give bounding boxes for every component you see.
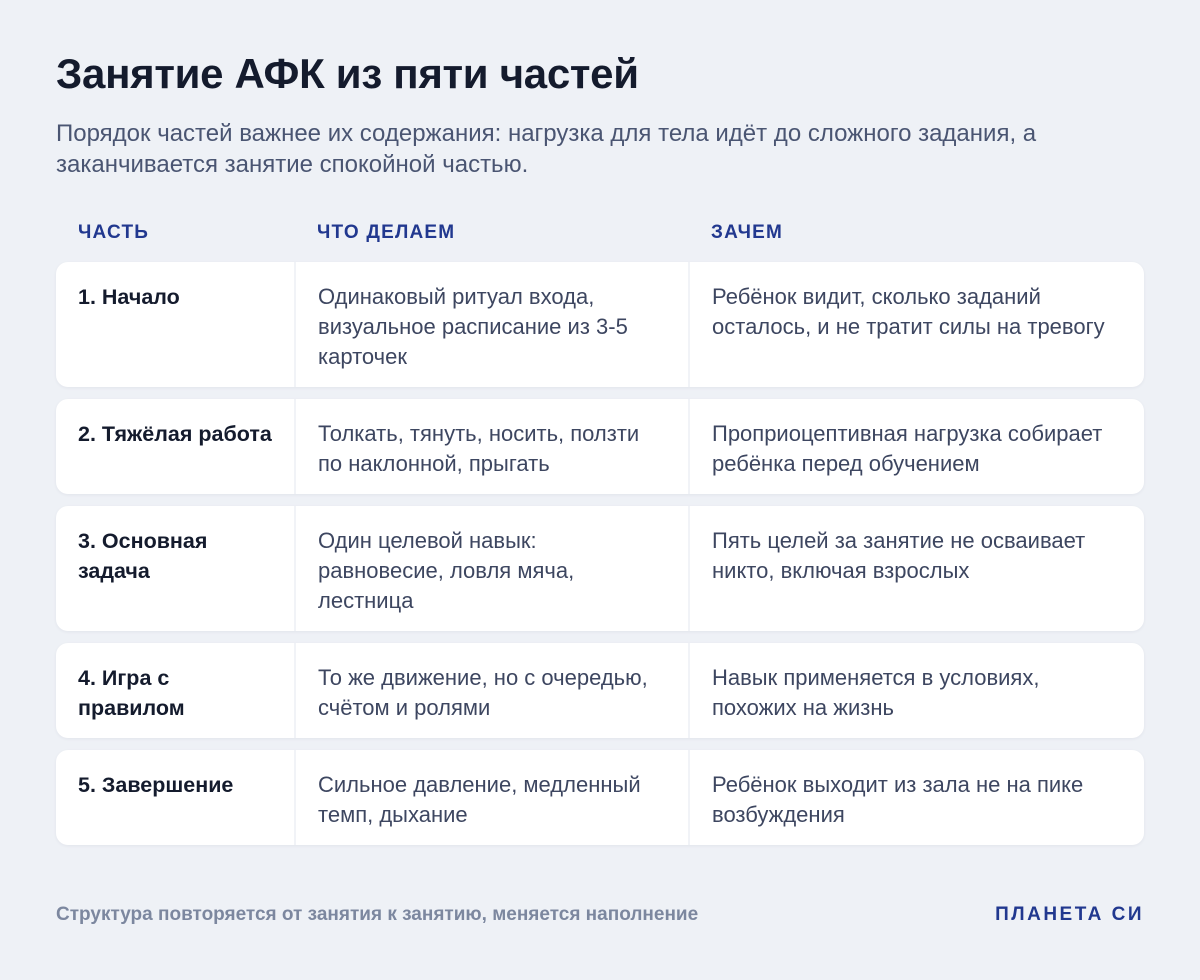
table-row <box>56 643 1144 738</box>
what-cell: Сильное давление, медленный темп, дыхание <box>294 750 688 845</box>
column-header-what: ЧТО ДЕЛАЕМ <box>317 222 456 243</box>
what-cell: Один целевой навык: равновесие, ловля мяча, лестница <box>294 506 688 631</box>
part-cell: 5. Завершение <box>78 773 234 797</box>
why-cell: Проприоцептивная нагрузка собирает ребёнка перед обучением <box>688 399 1144 494</box>
footer-note: Структура повторяется от занятия к занятию, меняется наполнение <box>56 904 699 925</box>
table-row <box>56 262 1144 387</box>
why-cell: Ребёнок видит, сколько заданий осталось, и не тратит силы на тревогу <box>688 262 1144 387</box>
why-cell: Навык применяется в условиях, похожих на жизнь <box>688 643 1144 738</box>
table-row <box>56 399 1144 494</box>
part-cell: 2. Тяжёлая работа <box>78 422 272 446</box>
table-body <box>56 262 1144 857</box>
column-header-part: ЧАСТЬ <box>78 222 150 243</box>
part-cell: 3. Основная задача <box>78 529 208 583</box>
why-cell: Пять целей за занятие не осваивает никто, включая взрослых <box>688 506 1144 631</box>
table-row <box>56 750 1144 845</box>
what-cell: Толкать, тянуть, носить, ползти по наклонной, прыгать <box>294 399 688 494</box>
what-cell: То же движение, но с очередью, счётом и ролями <box>294 643 688 738</box>
column-header-why: ЗАЧЕМ <box>711 222 784 243</box>
part-cell: 1. Начало <box>78 285 180 309</box>
what-cell: Одинаковый ритуал входа, визуальное расписание из 3-5 карточек <box>294 262 688 387</box>
page-title: Занятие АФК из пяти частей <box>56 50 639 97</box>
table-header <box>56 222 1144 250</box>
brand-logo: ПЛАНЕТА СИ <box>995 904 1144 925</box>
table-row <box>56 506 1144 631</box>
why-cell: Ребёнок выходит из зала не на пике возбуждения <box>688 750 1144 845</box>
page-subtitle: Порядок частей важнее их содержания: нагрузка для тела идёт до сложного задания, а заканчивается занятие спокойной частью. <box>56 120 1037 178</box>
part-cell: 4. Игра с правилом <box>78 666 185 720</box>
